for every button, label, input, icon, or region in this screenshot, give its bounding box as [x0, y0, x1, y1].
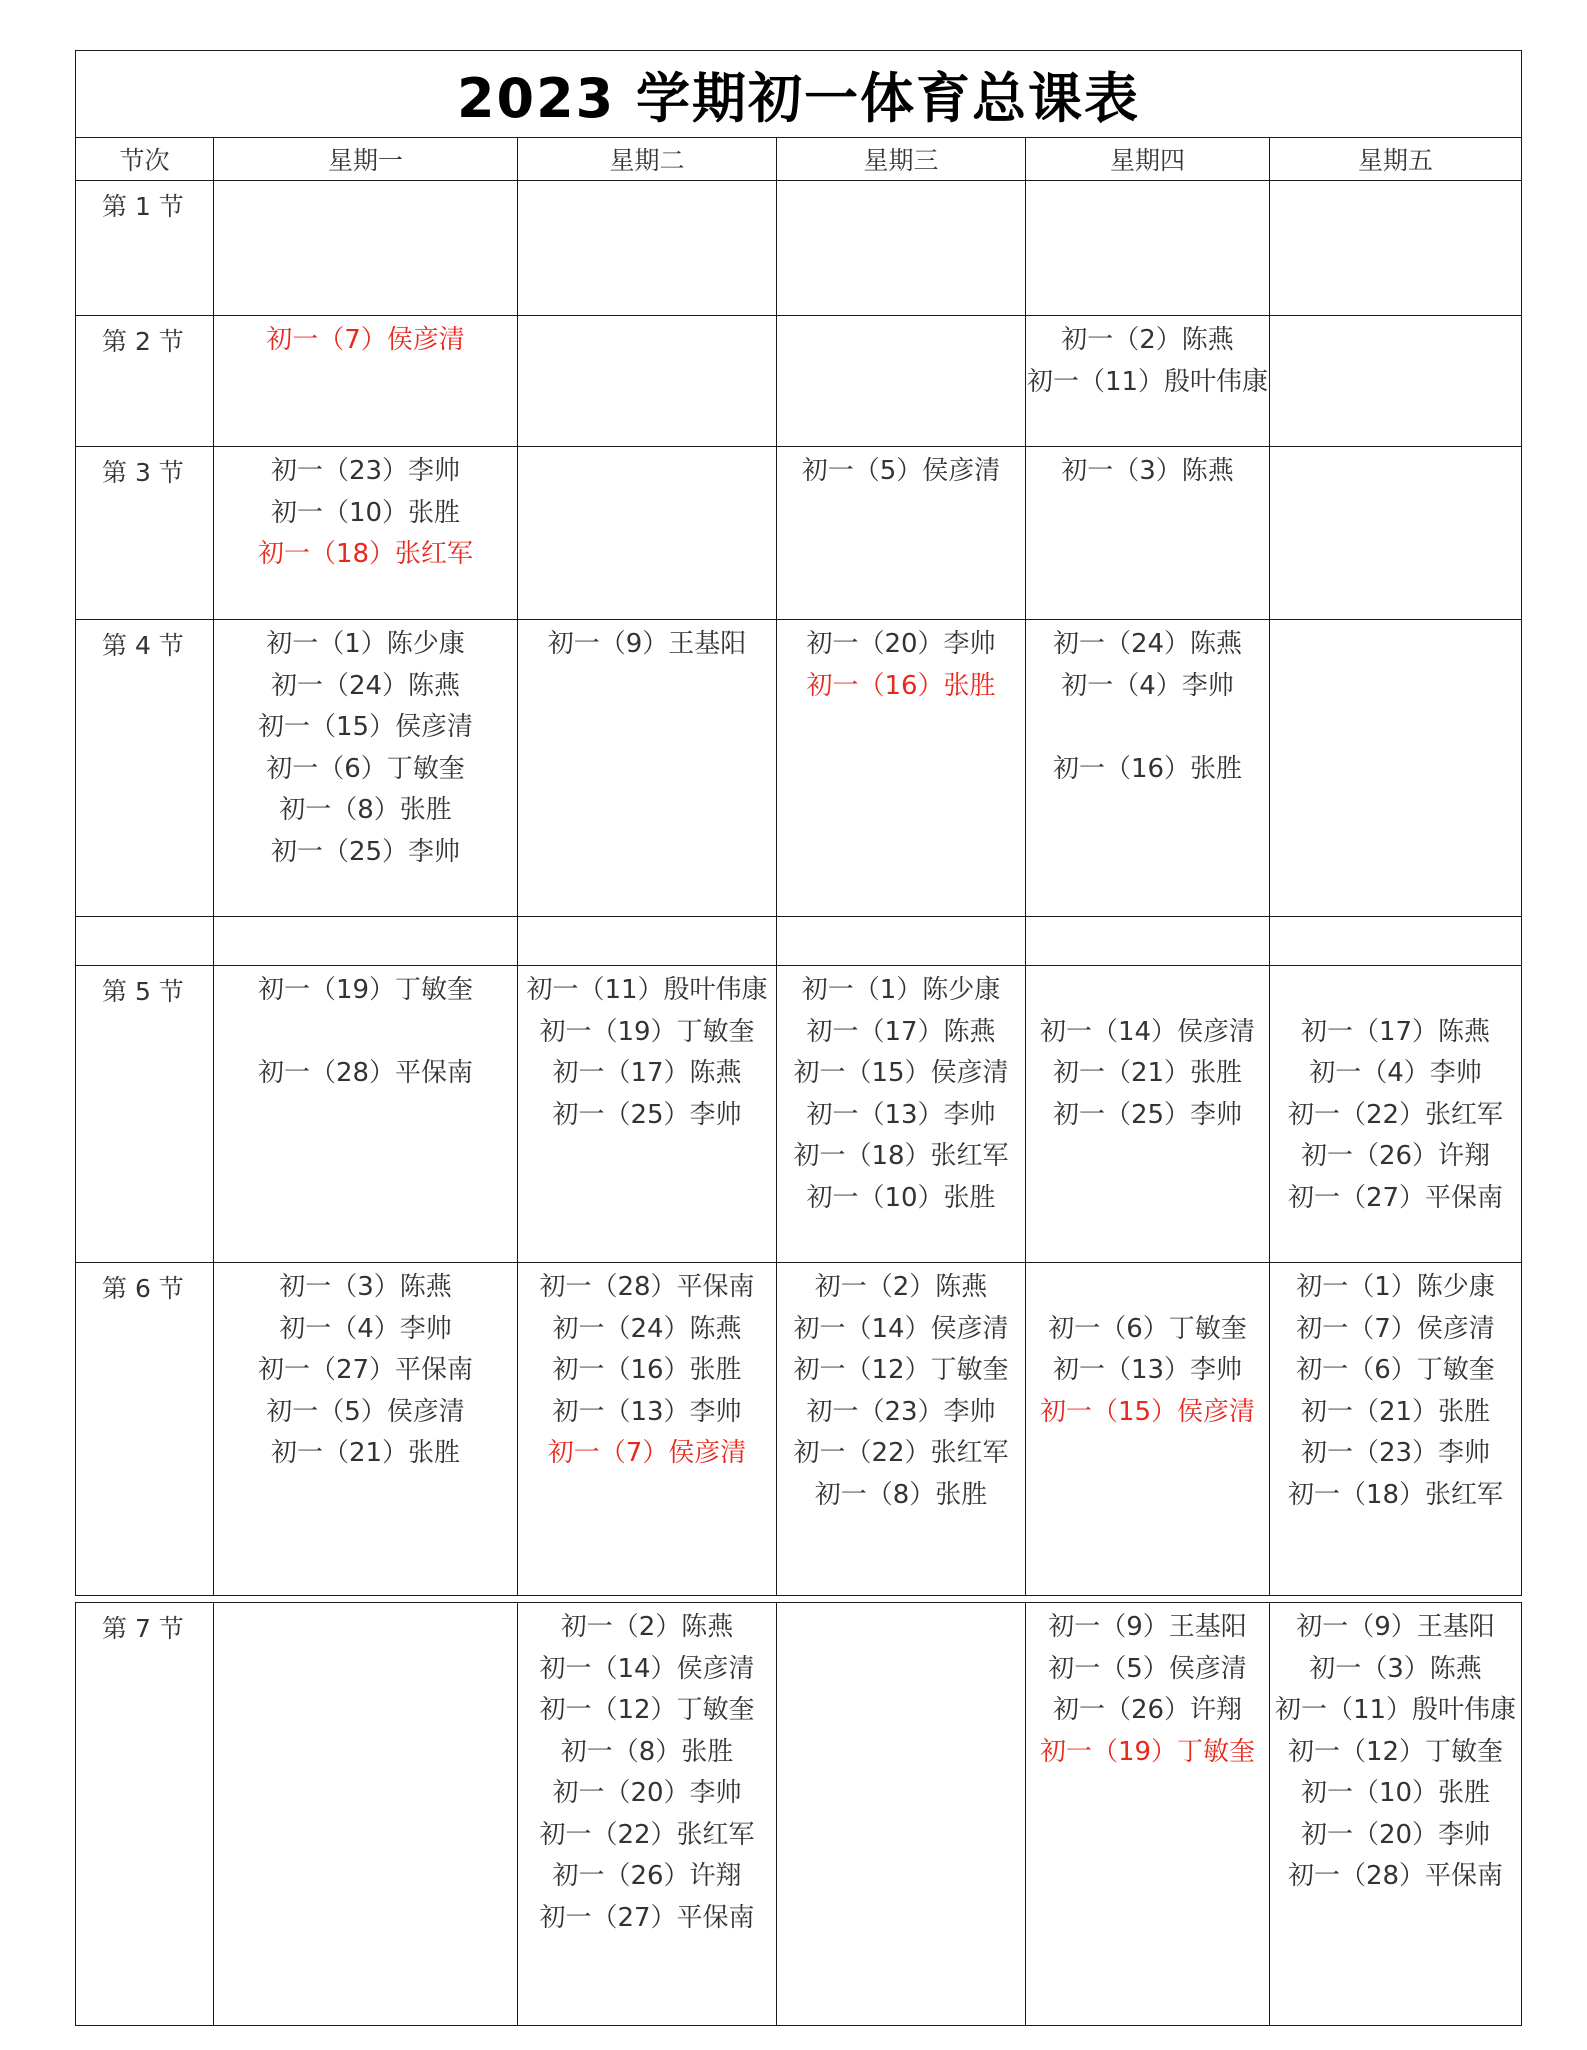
class-entry: 初一（4）李帅 [1309, 1058, 1482, 1088]
class-entry: 初一（11）殷叶伟康 [526, 975, 768, 1005]
class-entry: 初一（22）张红军 [793, 1438, 1009, 1468]
class-entry: 初一（4）李帅 [1061, 670, 1234, 701]
schedule-cell [518, 620, 777, 917]
blank-line [1270, 970, 1521, 1012]
schedule-cell [518, 447, 777, 620]
period-row [76, 181, 1522, 316]
schedule-cell [518, 917, 777, 966]
class-entry: 初一（13）李帅 [552, 1396, 742, 1427]
class-entry: 初一（27）平保南 [1287, 1182, 1504, 1213]
class-entry: 初一（7）侯彦清 [266, 325, 465, 355]
period-label [76, 917, 214, 966]
class-entry: 初一（26）许翔 [1300, 1141, 1491, 1171]
schedule-cell [518, 966, 777, 1263]
class-entry: 初一（3）陈燕 [1061, 456, 1234, 486]
class-entry: 初一（23）李帅 [806, 1396, 996, 1427]
schedule-cell [518, 181, 777, 316]
class-entry: 初一（25）李帅 [1052, 1099, 1243, 1130]
schedule-cell [1270, 447, 1522, 620]
class-entry: 初一（5）侯彦清 [1048, 1653, 1247, 1684]
class-entry: 初一（3）陈燕 [1309, 1653, 1482, 1684]
class-entry: 初一（24）陈燕 [552, 1313, 742, 1344]
class-entry: 初一（24）陈燕 [270, 670, 461, 701]
class-entry: 初一（26）许翔 [1052, 1695, 1243, 1725]
header-row [76, 138, 1522, 181]
schedule-cell [214, 966, 518, 1263]
schedule-cell [214, 181, 518, 316]
class-entry: 初一（2）陈燕 [560, 1612, 734, 1642]
schedule-cell [1270, 181, 1522, 316]
spacer-row [76, 917, 1522, 966]
period-label: 第 7 节 [76, 1603, 214, 2026]
class-entry: 初一（21）张胜 [1300, 1396, 1491, 1427]
class-entry: 初一（9）王基阳 [547, 629, 747, 659]
class-entry: 初一（28）平保南 [257, 1058, 474, 1088]
schedule-sheet [75, 50, 1521, 2026]
class-entry: 初一（21）张胜 [270, 1438, 461, 1468]
class-entry: 初一（13）李帅 [806, 1099, 996, 1130]
class-entry: 初一（18）张红军 [257, 539, 474, 569]
schedule-cell [1026, 316, 1270, 447]
class-entry: 初一（6）丁敏奎 [266, 753, 465, 784]
schedule-cell [1026, 620, 1270, 917]
class-entry: 初一（8）张胜 [560, 1736, 734, 1767]
schedule-cell [1270, 1263, 1522, 1596]
class-entry: 初一（27）平保南 [257, 1355, 474, 1385]
blank-line [214, 1012, 517, 1054]
day-header-thu: 星期四 [1026, 138, 1270, 181]
schedule-cell [1026, 917, 1270, 966]
class-entry: 初一（11）殷叶伟康 [1274, 1695, 1517, 1725]
class-entry: 初一（5）侯彦清 [801, 456, 1001, 486]
schedule-cell [1270, 966, 1522, 1263]
schedule-table [75, 50, 1522, 2026]
period-label: 第 1 节 [76, 181, 214, 316]
class-entry: 初一（23）李帅 [270, 456, 461, 486]
schedule-cell [1270, 620, 1522, 917]
period-label: 第 6 节 [76, 1263, 214, 1596]
class-entry: 初一（11）殷叶伟康 [1026, 366, 1269, 397]
class-entry: 初一（20）李帅 [806, 629, 996, 659]
class-entry: 初一（20）李帅 [552, 1778, 742, 1808]
period-row [76, 966, 1522, 1263]
period-label: 第 4 节 [76, 620, 214, 917]
period-row [76, 1603, 1522, 2026]
class-entry: 初一（25）李帅 [270, 836, 461, 867]
page-title: 2023 学期初一体育总课表 [76, 51, 1522, 138]
schedule-cell [518, 1263, 777, 1596]
class-entry: 初一（14）侯彦清 [539, 1653, 755, 1684]
class-entry: 初一（6）丁敏奎 [1048, 1313, 1247, 1344]
schedule-cell [777, 1603, 1026, 2026]
class-entry: 初一（14）侯彦清 [1039, 1016, 1256, 1047]
class-entry: 初一（12）丁敏奎 [793, 1355, 1009, 1385]
schedule-cell [1026, 447, 1270, 620]
schedule-cell [1026, 1603, 1270, 2026]
class-entry: 初一（27）平保南 [539, 1902, 755, 1933]
day-header-mon: 星期一 [214, 138, 518, 181]
schedule-cell [518, 1603, 777, 2026]
class-entry: 初一（16）张胜 [1052, 753, 1243, 784]
schedule-body [76, 181, 1522, 2026]
schedule-cell [777, 620, 1026, 917]
class-entry: 初一（13）李帅 [1052, 1355, 1243, 1385]
class-entry: 初一（12）丁敏奎 [539, 1695, 755, 1725]
class-entry: 初一（6）丁敏奎 [1296, 1355, 1495, 1385]
class-entry: 初一（17）陈燕 [1300, 1016, 1491, 1047]
section-separator [76, 1596, 1522, 1603]
class-entry: 初一（28）平保南 [539, 1272, 755, 1302]
class-entry: 初一（18）张红军 [1287, 1479, 1504, 1510]
class-entry: 初一（2）陈燕 [1061, 325, 1234, 355]
class-entry: 初一（7）侯彦清 [1296, 1313, 1495, 1344]
schedule-cell [1026, 966, 1270, 1263]
class-entry: 初一（16）张胜 [552, 1355, 742, 1385]
schedule-cell [777, 181, 1026, 316]
class-entry: 初一（16）张胜 [806, 670, 996, 701]
schedule-cell [214, 1603, 518, 2026]
schedule-cell [214, 447, 518, 620]
period-row [76, 447, 1522, 620]
class-entry: 初一（3）陈燕 [279, 1272, 452, 1302]
class-entry: 初一（5）侯彦清 [266, 1396, 465, 1427]
period-row [76, 1263, 1522, 1596]
blank-line [1026, 970, 1269, 1012]
schedule-cell [777, 1263, 1026, 1596]
class-entry: 初一（9）王基阳 [1296, 1612, 1495, 1642]
class-entry: 初一（17）陈燕 [552, 1058, 742, 1088]
blank-line [1026, 1267, 1269, 1309]
class-entry: 初一（8）张胜 [814, 1479, 988, 1510]
class-entry: 初一（19）丁敏奎 [539, 1016, 755, 1047]
period-row [76, 316, 1522, 447]
class-entry: 初一（21）张胜 [1052, 1058, 1243, 1088]
class-entry: 初一（12）丁敏奎 [1287, 1736, 1504, 1767]
class-entry: 初一（4）李帅 [279, 1313, 452, 1344]
schedule-cell [1026, 181, 1270, 316]
day-header-wed: 星期三 [777, 138, 1026, 181]
schedule-cell [214, 917, 518, 966]
schedule-cell [214, 620, 518, 917]
schedule-cell [777, 917, 1026, 966]
schedule-cell [777, 966, 1026, 1263]
class-entry: 初一（20）李帅 [1300, 1819, 1491, 1850]
class-entry: 初一（2）陈燕 [814, 1272, 988, 1302]
schedule-cell [214, 316, 518, 447]
class-entry: 初一（18）张红军 [793, 1141, 1009, 1171]
class-entry: 初一（10）张胜 [270, 497, 461, 528]
period-row [76, 620, 1522, 917]
schedule-cell [777, 447, 1026, 620]
class-entry: 初一（26）许翔 [552, 1861, 742, 1891]
class-entry: 初一（23）李帅 [1300, 1438, 1491, 1468]
class-entry: 初一（17）陈燕 [806, 1016, 996, 1047]
class-entry: 初一（9）王基阳 [1048, 1612, 1247, 1642]
class-entry: 初一（19）丁敏奎 [1039, 1736, 1256, 1767]
class-entry: 初一（15）侯彦清 [1039, 1396, 1256, 1427]
class-entry: 初一（22）张红军 [1287, 1099, 1504, 1130]
class-entry: 初一（1）陈少康 [1296, 1272, 1495, 1302]
period-column-header: 节次 [76, 138, 214, 181]
class-entry: 初一（1）陈少康 [266, 629, 465, 659]
class-entry: 初一（14）侯彦清 [793, 1313, 1009, 1344]
period-label: 第 3 节 [76, 447, 214, 620]
blank-line [1026, 707, 1269, 749]
class-entry: 初一（19）丁敏奎 [257, 975, 474, 1005]
schedule-cell [1026, 1263, 1270, 1596]
class-entry: 初一（15）侯彦清 [793, 1058, 1009, 1088]
class-entry: 初一（28）平保南 [1287, 1861, 1504, 1891]
schedule-cell [214, 1263, 518, 1596]
class-entry: 初一（22）张红军 [539, 1819, 755, 1850]
class-entry: 初一（7）侯彦清 [547, 1438, 747, 1468]
class-entry: 初一（15）侯彦清 [257, 712, 474, 742]
class-entry: 初一（25）李帅 [552, 1099, 742, 1130]
class-entry: 初一（24）陈燕 [1052, 629, 1243, 659]
schedule-cell [1270, 316, 1522, 447]
class-entry: 初一（10）张胜 [1300, 1778, 1491, 1808]
day-header-fri: 星期五 [1270, 138, 1522, 181]
separator-cell [76, 1596, 1522, 1603]
period-label: 第 2 节 [76, 316, 214, 447]
class-entry: 初一（10）张胜 [806, 1182, 996, 1213]
schedule-cell [1270, 917, 1522, 966]
schedule-cell [777, 316, 1026, 447]
schedule-cell [518, 316, 777, 447]
day-header-tue: 星期二 [518, 138, 777, 181]
class-entry: 初一（1）陈少康 [801, 975, 1001, 1005]
class-entry: 初一（8）张胜 [279, 795, 452, 825]
schedule-cell [1270, 1603, 1522, 2026]
period-label: 第 5 节 [76, 966, 214, 1263]
